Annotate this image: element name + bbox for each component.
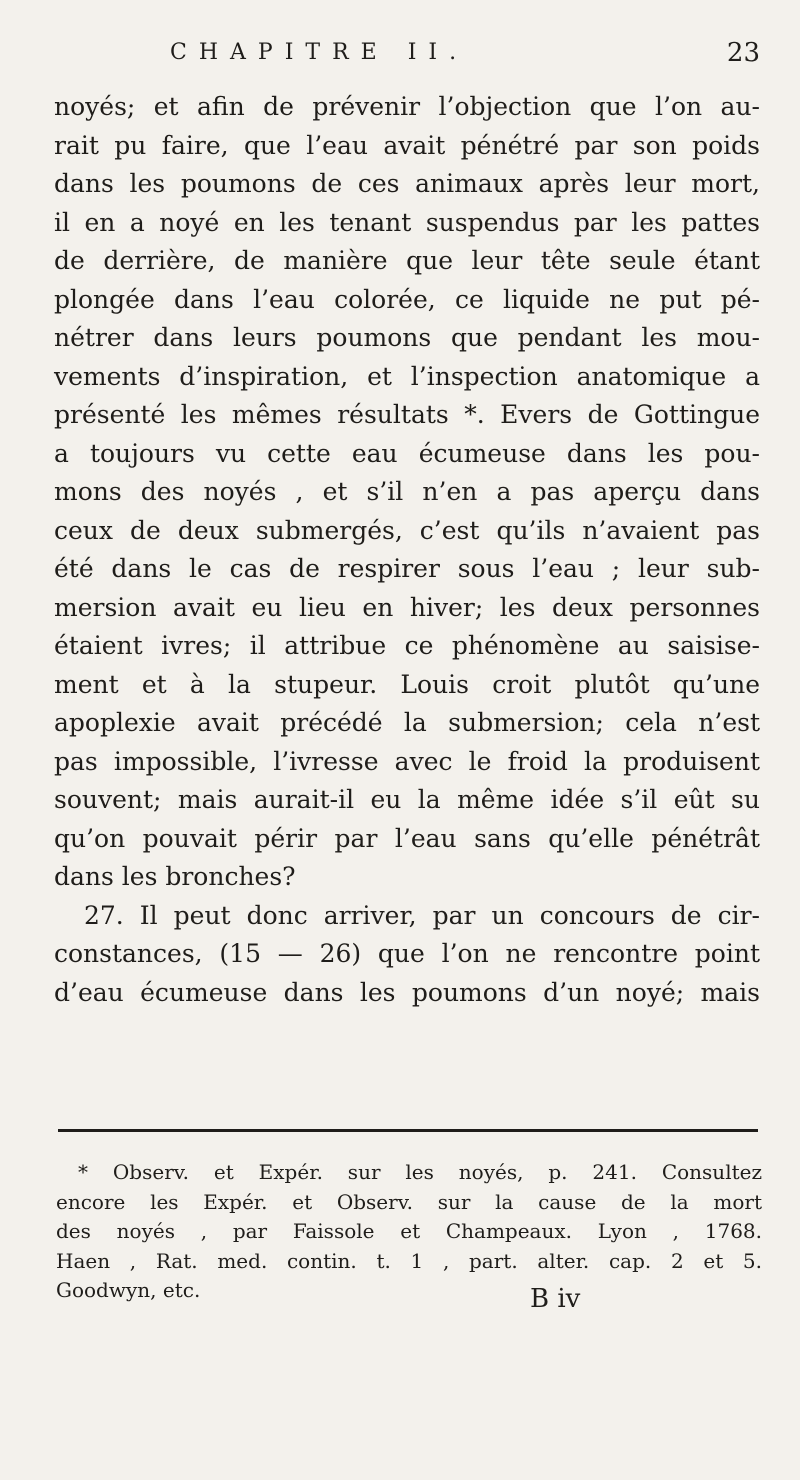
body-line: rait pu faire, que l’eau avait pénétré par son poids [54,130,760,160]
footnote [56,1158,762,1306]
paragraph-27-start: 27. Il peut donc arriver, par un concours de cir- [84,900,760,930]
body-line: dans les poumons de ces animaux après leur mort, [54,169,760,198]
body-line: il en a noyé en les tenant suspendus par les pattes [54,207,760,237]
body-line: été dans le cas de respirer sous l’eau ; leur sub- [54,554,760,583]
footnote-line: Haen , Rat. med. contin. t. 1 , part. alter. cap. 2 et 5. [56,1248,762,1273]
body-line: a toujours vu cette eau écumeuse dans les pou- [54,438,760,468]
body-line: constances, (15 — 26) que l’on ne rencontre point [54,939,760,968]
footnote-divider [58,1129,758,1132]
body-line: de derrière, de manière que leur tête seule étant [54,246,760,275]
page-number: 23 [726,38,760,68]
body-line: nétrer dans leurs poumons que pendant les mou- [54,323,760,352]
footnote-line: Goodwyn, etc. [56,1278,201,1302]
footnote-line: des noyés , par Faissole et Champeaux. Lyon , 1768. [56,1219,762,1243]
body-line: souvent; mais aurait-il eu la même idée s’il eût su [54,785,760,814]
body-line: ceux de deux submergés, c’est qu’ils n’avaient pas [54,515,760,545]
body-line: noyés; et afin de prévenir l’objection que l’on au- [54,92,760,121]
footnote-line: encore les Expér. et Observ. sur la cause de la mort [56,1189,762,1214]
running-title: CHAPITRE II. [170,40,469,65]
footnote-line: * Observ. et Expér. sur les noyés, p. 241. Consultez [78,1160,762,1184]
body-line: présenté les mêmes résultats *. Evers de Gottingue [54,400,760,429]
body-line: d’eau écumeuse dans les poumons d’un noyé; mais [54,977,760,1007]
body-line: dans les bronches? [54,862,296,891]
body-line: mons des noyés , et s’il n’en a pas aperçu dans [54,477,760,506]
body-line: plongée dans l’eau colorée, ce liquide ne put pé- [54,284,760,314]
body-line: étaient ivres; il attribue ce phénomène au saisise- [54,631,760,660]
signature-mark: B iv [530,1284,581,1314]
body-line: vements d’inspiration, et l’inspection anatomique a [54,361,760,391]
body-line: apoplexie avait précédé la submersion; cela n’est [54,708,760,737]
body-line: ment et à la stupeur. Louis croit plutôt qu’une [54,669,760,699]
body-line: pas impossible, l’ivresse avec le froid la produisent [54,746,760,776]
body-line: mersion avait eu lieu en hiver; les deux personnes [54,592,760,622]
body-text [54,88,760,1012]
body-line: qu’on pouvait périr par l’eau sans qu’elle pénétrât [54,823,760,853]
